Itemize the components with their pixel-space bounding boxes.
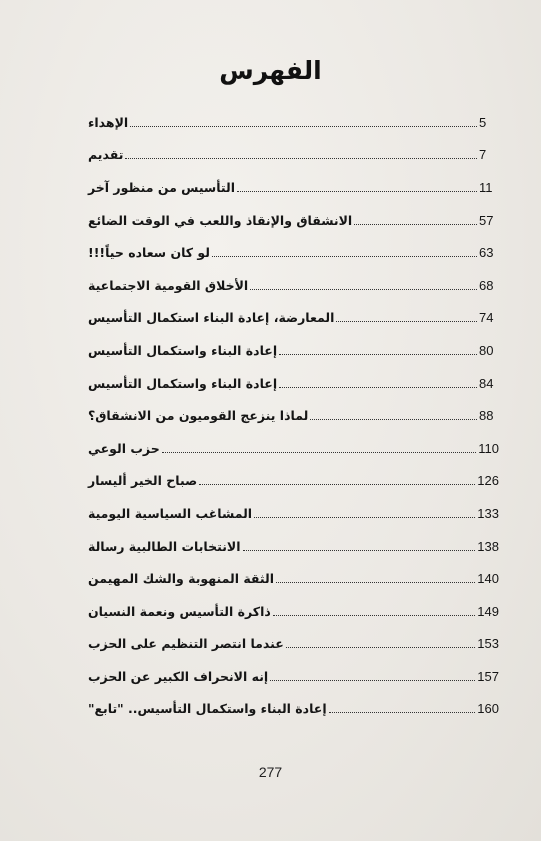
toc-entry-page: 88 bbox=[479, 408, 494, 424]
toc-entry bbox=[85, 660, 499, 693]
dot-leader bbox=[276, 582, 475, 583]
toc-entry bbox=[85, 628, 499, 661]
toc-entry-title: المشاغب السياسية اليومية bbox=[88, 505, 253, 521]
toc-entry-title: تقديم bbox=[88, 147, 124, 163]
dot-leader bbox=[336, 321, 477, 322]
toc-entry bbox=[85, 530, 499, 563]
toc-entry bbox=[85, 204, 499, 237]
toc-entry bbox=[85, 236, 499, 269]
dot-leader bbox=[310, 419, 477, 420]
toc-entry bbox=[85, 367, 499, 400]
toc-entry-page: 140 bbox=[477, 571, 499, 587]
dot-leader bbox=[329, 712, 476, 713]
toc-entry-title: التأسيس من منظور آخر bbox=[88, 179, 236, 195]
toc-entry bbox=[85, 269, 499, 302]
dot-leader bbox=[243, 550, 476, 551]
toc-entry-title: الأخلاق القومية الاجتماعية bbox=[88, 277, 249, 293]
toc-entry-title: الثقة المنهوبة والشك المهيمن bbox=[88, 571, 274, 587]
toc-entry-page: 63 bbox=[479, 245, 494, 261]
toc-entry-title: عندما انتصر التنظيم على الحزب bbox=[88, 636, 284, 652]
dot-leader bbox=[286, 647, 476, 648]
toc-entry bbox=[85, 399, 499, 432]
dot-leader bbox=[354, 224, 477, 225]
toc-entry bbox=[85, 334, 499, 367]
toc-entry-title: المعارضة، إعادة البناء استكمال التأسيس bbox=[88, 310, 335, 326]
toc-entry-title: الانتخابات الطالبية رسالة bbox=[88, 538, 241, 554]
page-number: 277 bbox=[258, 764, 283, 780]
toc-entry-page: 133 bbox=[477, 505, 499, 521]
toc-entry-page: 153 bbox=[477, 636, 499, 652]
toc-entry-page: 11 bbox=[479, 179, 493, 195]
toc-entry-title: حزب الوعي bbox=[88, 440, 160, 456]
toc-entry bbox=[85, 465, 499, 498]
dot-leader bbox=[199, 484, 475, 485]
toc-entry-page: 80 bbox=[479, 342, 494, 358]
toc-entry bbox=[85, 497, 499, 530]
toc-entry bbox=[85, 106, 499, 139]
dot-leader bbox=[273, 615, 476, 616]
toc-entry-page: 68 bbox=[479, 277, 494, 293]
toc-entry-page: 138 bbox=[477, 538, 499, 554]
toc-entry-page: 84 bbox=[479, 375, 494, 391]
toc-entry-title: إنه الانحراف الكبير عن الحزب bbox=[88, 668, 269, 684]
toc-entry bbox=[85, 595, 499, 628]
dot-leader bbox=[279, 354, 477, 355]
dot-leader bbox=[130, 126, 477, 127]
toc-entry bbox=[85, 432, 499, 465]
dot-leader bbox=[270, 680, 475, 681]
dot-leader bbox=[162, 452, 477, 453]
dot-leader bbox=[125, 158, 477, 159]
dot-leader bbox=[237, 191, 477, 192]
toc-entry-title: إعادة البناء واستكمال التأسيس.. "تابع" bbox=[88, 701, 327, 717]
toc-entry bbox=[85, 562, 499, 595]
toc-entry-page: 149 bbox=[477, 603, 499, 619]
toc-entry-page: 5 bbox=[479, 114, 487, 130]
toc-entry bbox=[85, 302, 499, 335]
toc-entry-title: إعادة البناء واستكمال التأسيس bbox=[88, 342, 278, 358]
dot-leader bbox=[254, 517, 475, 518]
toc-entry-title: ذاكرة التأسيس ونعمة النسيان bbox=[88, 603, 271, 619]
toc-entry bbox=[85, 693, 499, 726]
toc-entry-title: الانشقاق والإنقاذ واللعب في الوقت الضائع bbox=[88, 212, 353, 228]
toc-entry-page: 110 bbox=[478, 440, 499, 456]
toc-entry-title: صباح الخير أليسار bbox=[88, 473, 198, 489]
toc-entry-title: لماذا ينزعج القوميون من الانشقاق؟ bbox=[88, 408, 309, 424]
toc-entry-page: 57 bbox=[479, 212, 494, 228]
toc-entry-page: 7 bbox=[479, 147, 487, 163]
toc-entry-title: إعادة البناء واستكمال التأسيس bbox=[88, 375, 278, 391]
toc-entry bbox=[85, 171, 499, 204]
page-title: الفهرس bbox=[219, 56, 322, 85]
toc-entry-title: لو كان سعاده حياً!!! bbox=[88, 245, 210, 261]
toc-entry-title: الإهداء bbox=[88, 114, 129, 130]
toc-entry-page: 160 bbox=[477, 701, 499, 717]
dot-leader bbox=[279, 387, 477, 388]
dot-leader bbox=[212, 256, 477, 257]
toc-entry-page: 126 bbox=[477, 473, 499, 489]
toc-entry-page: 74 bbox=[479, 310, 494, 326]
dot-leader bbox=[250, 289, 477, 290]
table-of-contents bbox=[85, 106, 499, 725]
toc-entry bbox=[85, 139, 499, 172]
toc-entry-page: 157 bbox=[477, 668, 499, 684]
